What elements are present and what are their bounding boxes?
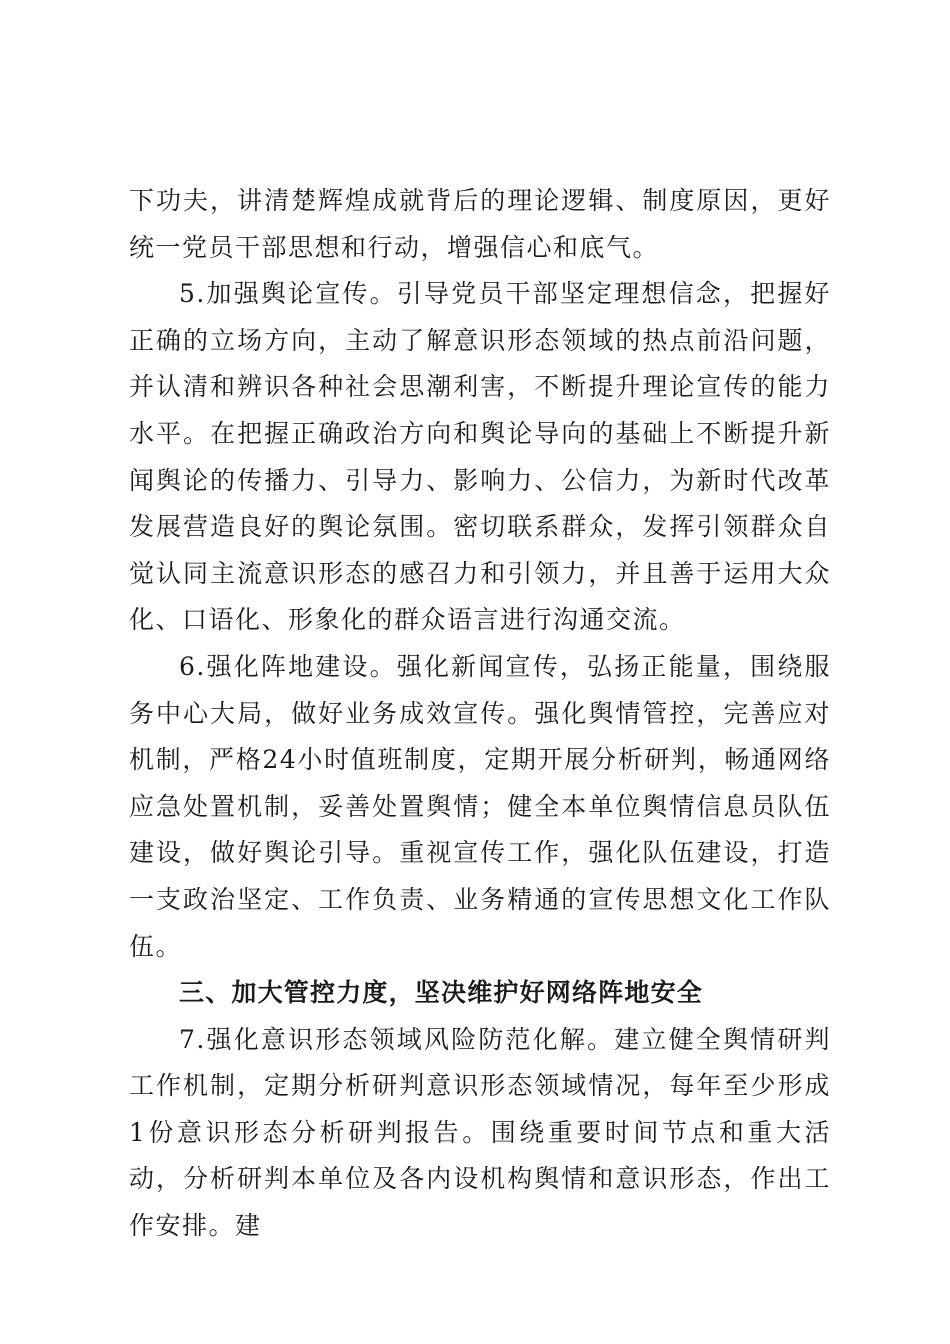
- section-heading-3: 三、加大管控力度，坚决维护好网络阵地安全: [179, 978, 704, 1008]
- document-body: [129, 178, 831, 1250]
- paragraph-item-6: 6.强化阵地建设。强化新闻宣传，弘扬正能量，围绕服务中心大局，做好业务成效宣传。强化舆情管控，完善应对机制，严格24小时值班制度，定期开展分析研判，畅通网络应急处置机制，妥善处置舆情；健全本单位舆情信息员队伍建设，做好舆论引导。重视宣传工作，强化队伍建设，打造一支政治坚定、工作负责、业务精通的宣传思想文化工作队伍。: [129, 651, 831, 961]
- paragraph-continuation: 下功夫，讲清楚辉煌成就背后的理论逻辑、制度原因，更好统一党员干部思想和行动，增强信心和底气。: [129, 186, 831, 262]
- paragraph-item-7: 7.强化意识形态领域风险防范化解。建立健全舆情研判工作机制，定期分析研判意识形态领域情况，每年至少形成1份意识形态分析研判报告。围绕重要时间节点和重大活动，分析研判本单位及各内设机构舆情和意识形态，作出工作安排。建: [129, 1024, 831, 1241]
- paragraph-item-5: 5.加强舆论宣传。引导党员干部坚定理想信念，把握好正确的立场方向，主动了解意识形态领域的热点前沿问题，并认清和辨识各种社会思潮利害，不断提升理论宣传的能力水平。在把握正确政治方向和舆论导向的基础上不断提升新闻舆论的传播力、引导力、影响力、公信力，为新时代改革发展营造良好的舆论氛围。密切联系群众，发挥引领群众自觉认同主流意识形态的感召力和引领力，并且善于运用大众化、口语化、形象化的群众语言进行沟通交流。: [129, 279, 831, 635]
